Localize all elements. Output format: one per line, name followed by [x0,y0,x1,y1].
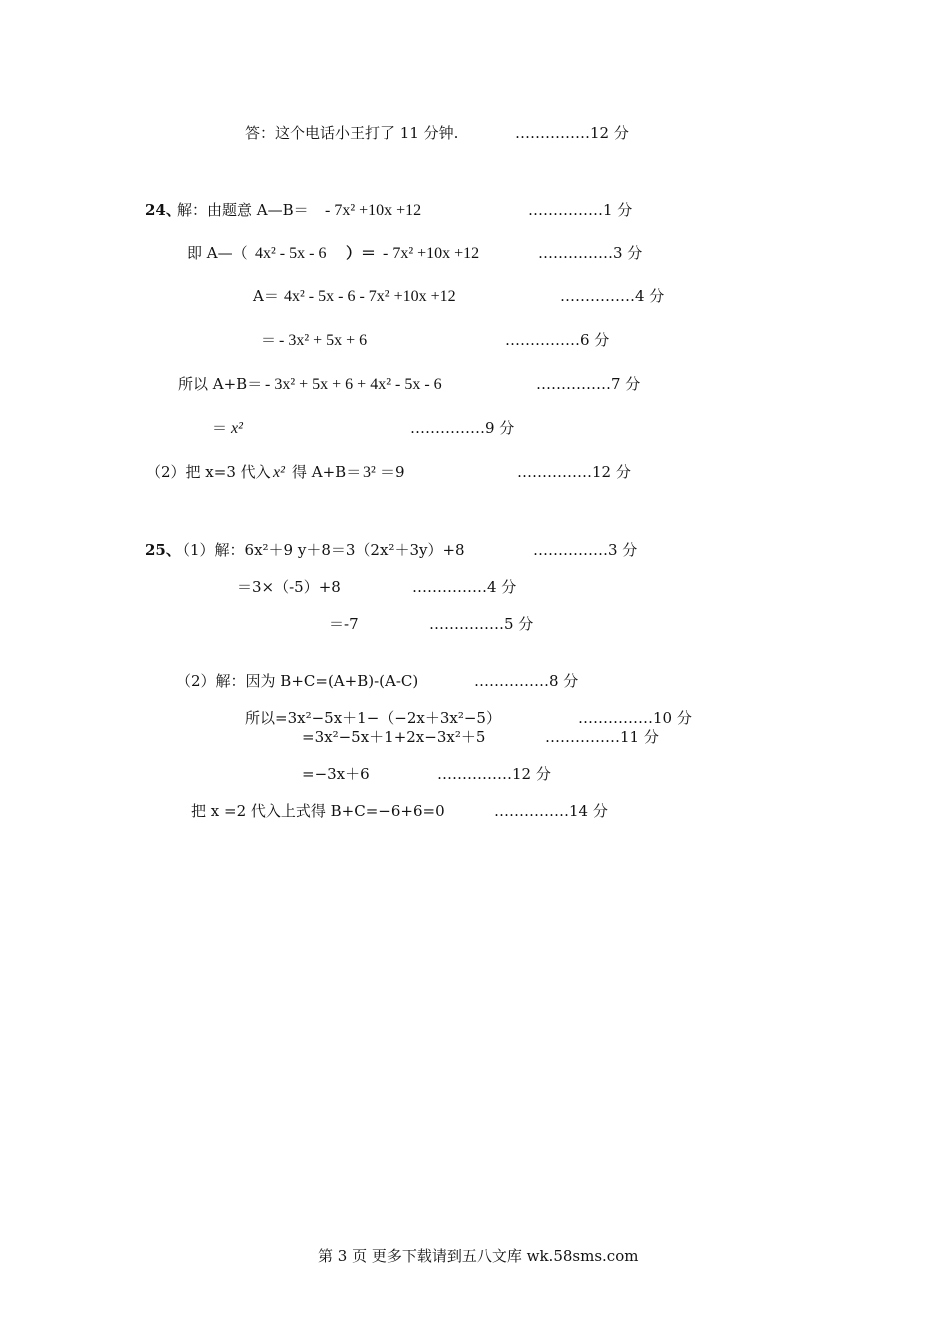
problem-number-24: 24、 [145,201,181,219]
math-expression: x² [231,420,243,437]
math-expression: 3² [363,464,376,481]
score-mark: ……………10 分 [578,709,692,727]
score-mark: ……………7 分 [536,375,641,393]
score-mark: ……………12 分 [517,463,631,481]
score-mark: ……………5 分 [429,615,534,633]
score-mark: ……………11 分 [545,728,659,746]
step-text: （2）解：因为 B+C=(A+B)-(A-C) [176,672,419,690]
page-footer: 第 3 页 更多下载请到五八文库 wk.58sms.com [318,1247,639,1265]
score-mark: ……………12 分 [437,765,551,783]
step-text: 把 x =2 代入上式得 B+C=−6+6=0 [191,802,445,820]
score-mark: ……………14 分 [494,802,608,820]
math-expression: 4x² - 5x - 6 [255,245,327,262]
math-expression: - 7x² +10x +12 [325,202,422,219]
score-mark: ……………12 分 [515,124,629,142]
step-lead: 即 A—（ [187,244,248,262]
step-lead: （1）解：6x²＋9 y＋8＝3（2x²＋3y）+8 [175,541,465,559]
step-text: =−3x＋6 [302,765,370,783]
score-mark: ……………1 分 [528,201,633,219]
score-mark: ……………4 分 [560,287,665,305]
math-expression: - 7x² +10x +12 [383,245,480,262]
math-expression: x² [273,464,285,481]
score-mark: ……………6 分 [505,331,610,349]
score-mark: ……………3 分 [533,541,638,559]
step-text: 所以=3x²−5x＋1−（−2x＋3x²−5） [245,709,501,727]
score-mark: ……………8 分 [474,672,579,690]
math-expression: 4x² - 5x - 6 - 7x² +10x +12 [284,288,456,305]
step-mid: ）＝ [346,244,377,262]
answer-line: 答：这个电话小王打了 11 分钟. [245,124,459,142]
step-lead: A＝ [253,287,279,305]
step-lead: ＝ [261,331,277,349]
score-mark: ……………3 分 [538,244,643,262]
step-text: ＝3×（-5）+8 [237,578,341,596]
problem-number-25: 25、 [145,541,181,559]
step-lead: 所以 A+B＝ [178,375,263,393]
step-text: ＝-7 [329,615,359,633]
step-text: =3x²−5x＋1+2x−3x²＋5 [302,728,486,746]
step-mid: 得 A+B＝ [292,463,362,481]
step-lead: ＝ [212,419,228,437]
math-expression: - 3x² + 5x + 6 + 4x² - 5x - 6 [265,376,442,393]
math-expression: - 3x² + 5x + 6 [279,332,368,349]
step-lead: 解：由题意 A—B＝ [177,201,309,219]
step-lead: （2）把 x=3 代入 [146,463,271,481]
step-tail: ＝9 [380,463,405,481]
score-mark: ……………4 分 [412,578,517,596]
score-mark: ……………9 分 [410,419,515,437]
